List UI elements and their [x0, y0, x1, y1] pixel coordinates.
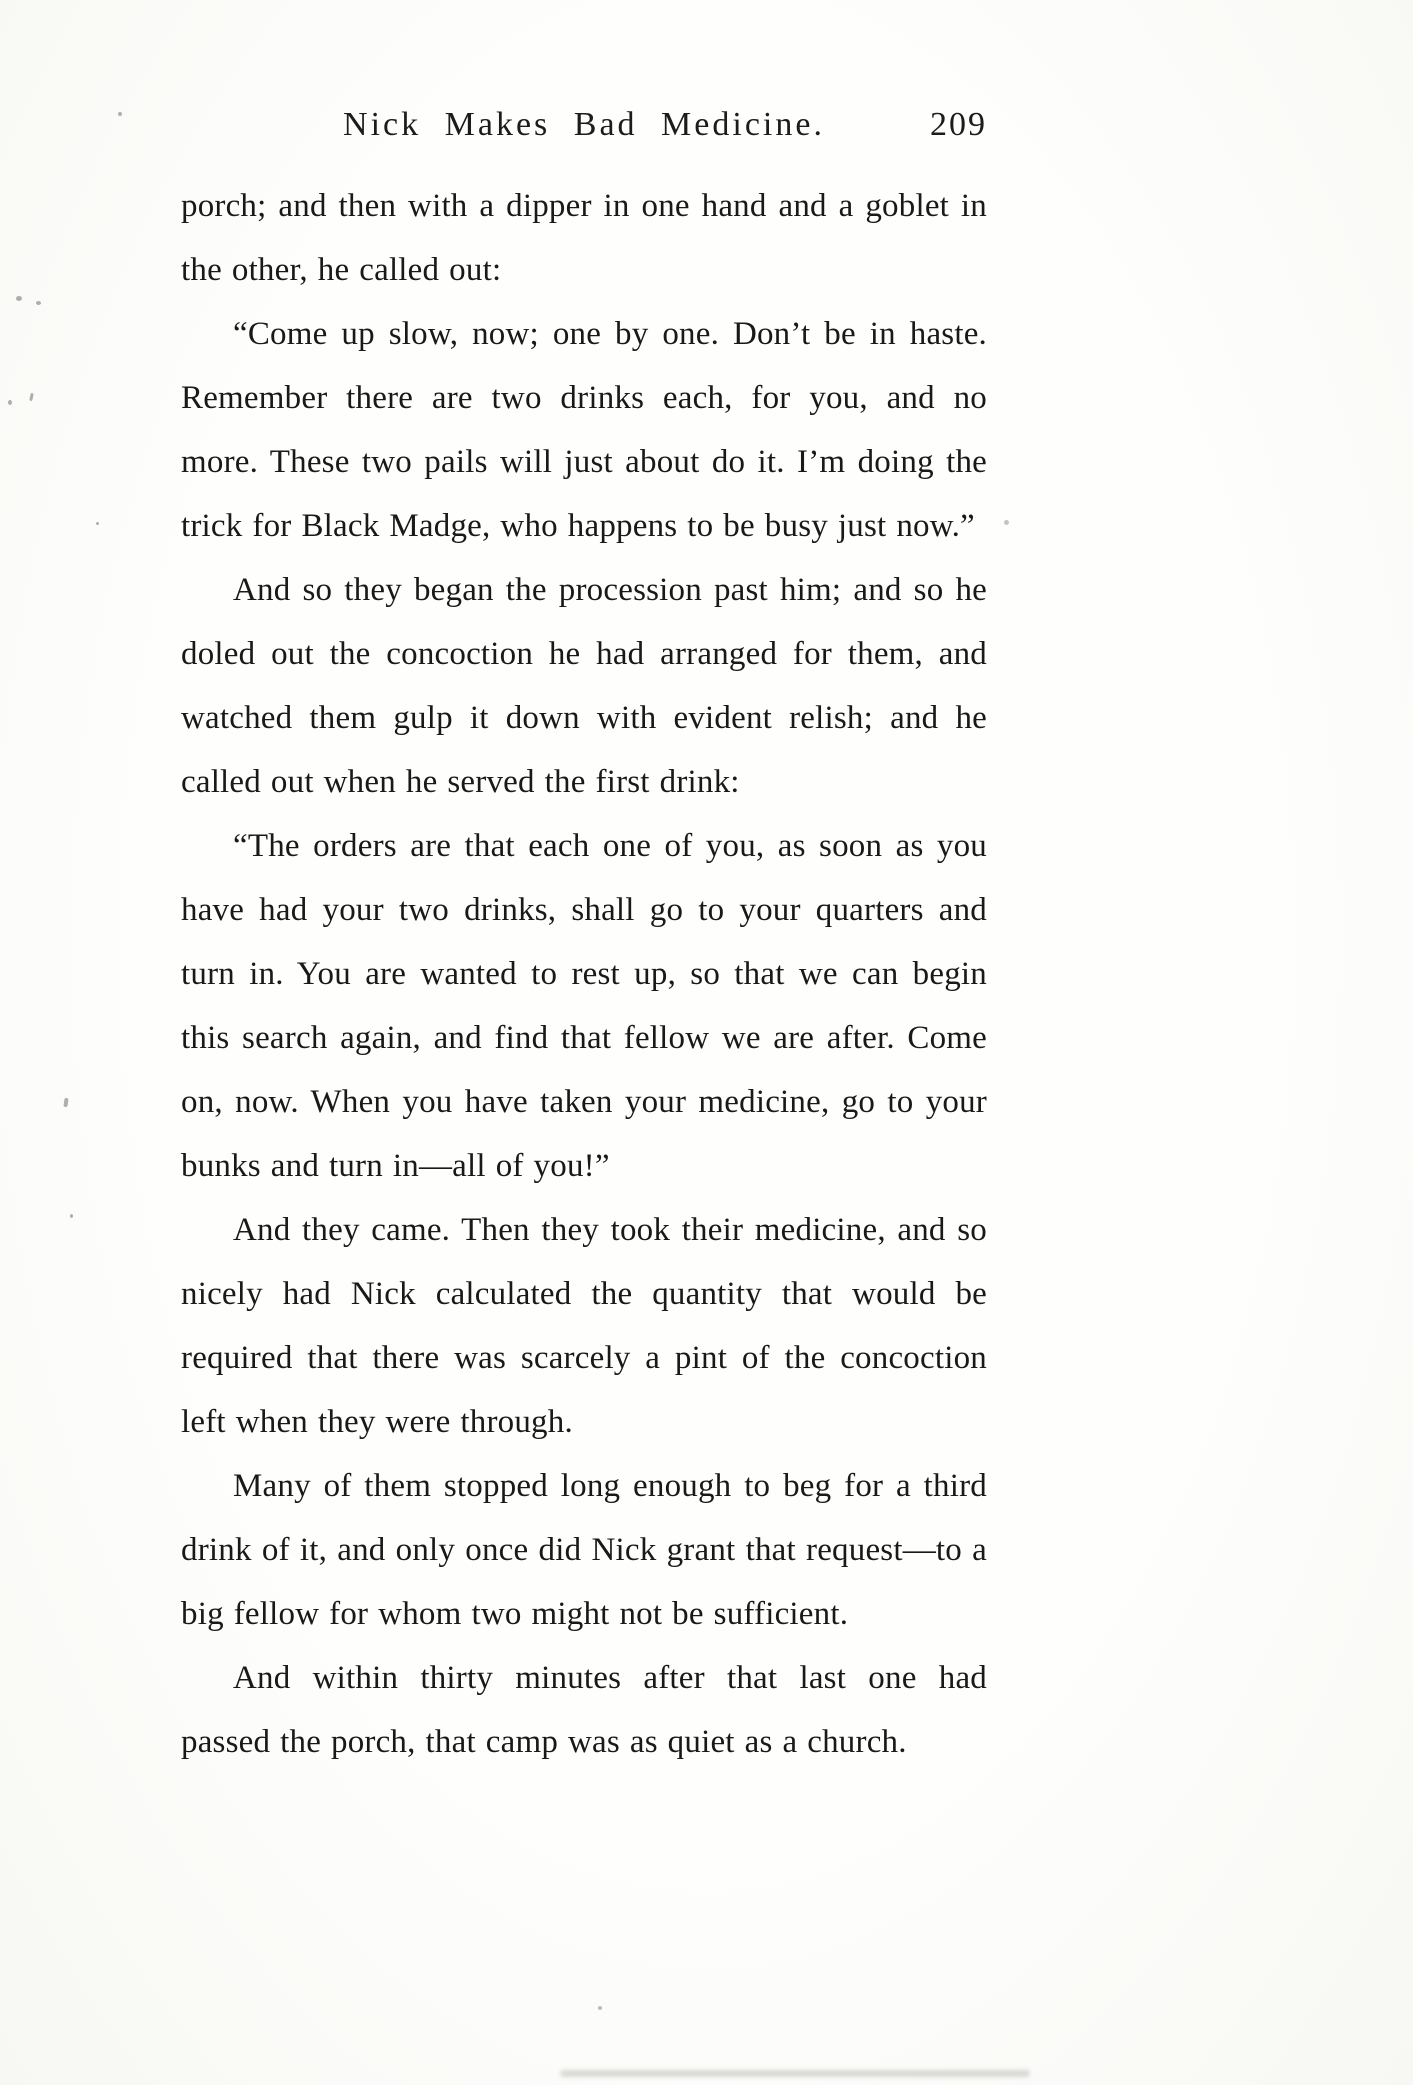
paragraph: Many of them stopped long enough to beg for a third drink of it, and only once did Nick grant that request—to a big fellow for whom two might not be sufficient. [181, 1468, 987, 1632]
scan-speck [36, 301, 41, 305]
body-text [181, 174, 987, 1774]
paragraph: “The orders are that each one of you, as soon as you have had your two drinks, shall go to your quarters and turn in. You are wanted to rest up, so that we can begin this search again, and find that fellow we are after. Come on, now. When you have taken your medicine, go to your bunks and turn in—all of you!” [181, 828, 987, 1184]
scan-speck [96, 522, 99, 525]
scan-speck [598, 2006, 602, 2010]
scan-speck [63, 1098, 68, 1107]
text-column [181, 106, 987, 1774]
paragraph: And they came. Then they took their medicine, and so nicely had Nick calculated the quantity that would be required that there was scarcely a pint of the concoction left when they were through. [181, 1212, 987, 1440]
paragraph: porch; and then with a dipper in one hand and a goblet in the other, he called out: [181, 188, 987, 288]
page-number: 209 [930, 106, 987, 143]
paragraph: And within thirty minutes after that last one had passed the porch, that camp was as quiet as a church. [181, 1660, 987, 1760]
scan-speck [118, 112, 122, 116]
paragraph: And so they began the procession past him; and so he doled out the concoction he had arranged for them, and watched them gulp it down with evident relish; and he called out when he served the first drink: [181, 572, 987, 800]
scan-speck [70, 1214, 73, 1218]
scan-speck [1004, 520, 1009, 525]
scan-smudge [560, 2070, 1030, 2077]
scan-speck [8, 400, 12, 405]
paragraph: “Come up slow, now; one by one. Don’t be in haste. Remember there are two drinks each, for you, and no more. These two pails will just about do it. I’m doing the trick for Black Madge, who happens to be busy just now.” [181, 316, 987, 544]
running-header [181, 106, 987, 152]
scan-speck [16, 296, 22, 301]
scan-speck [29, 393, 34, 401]
page-title: Nick Makes Bad Medicine. [343, 106, 825, 143]
